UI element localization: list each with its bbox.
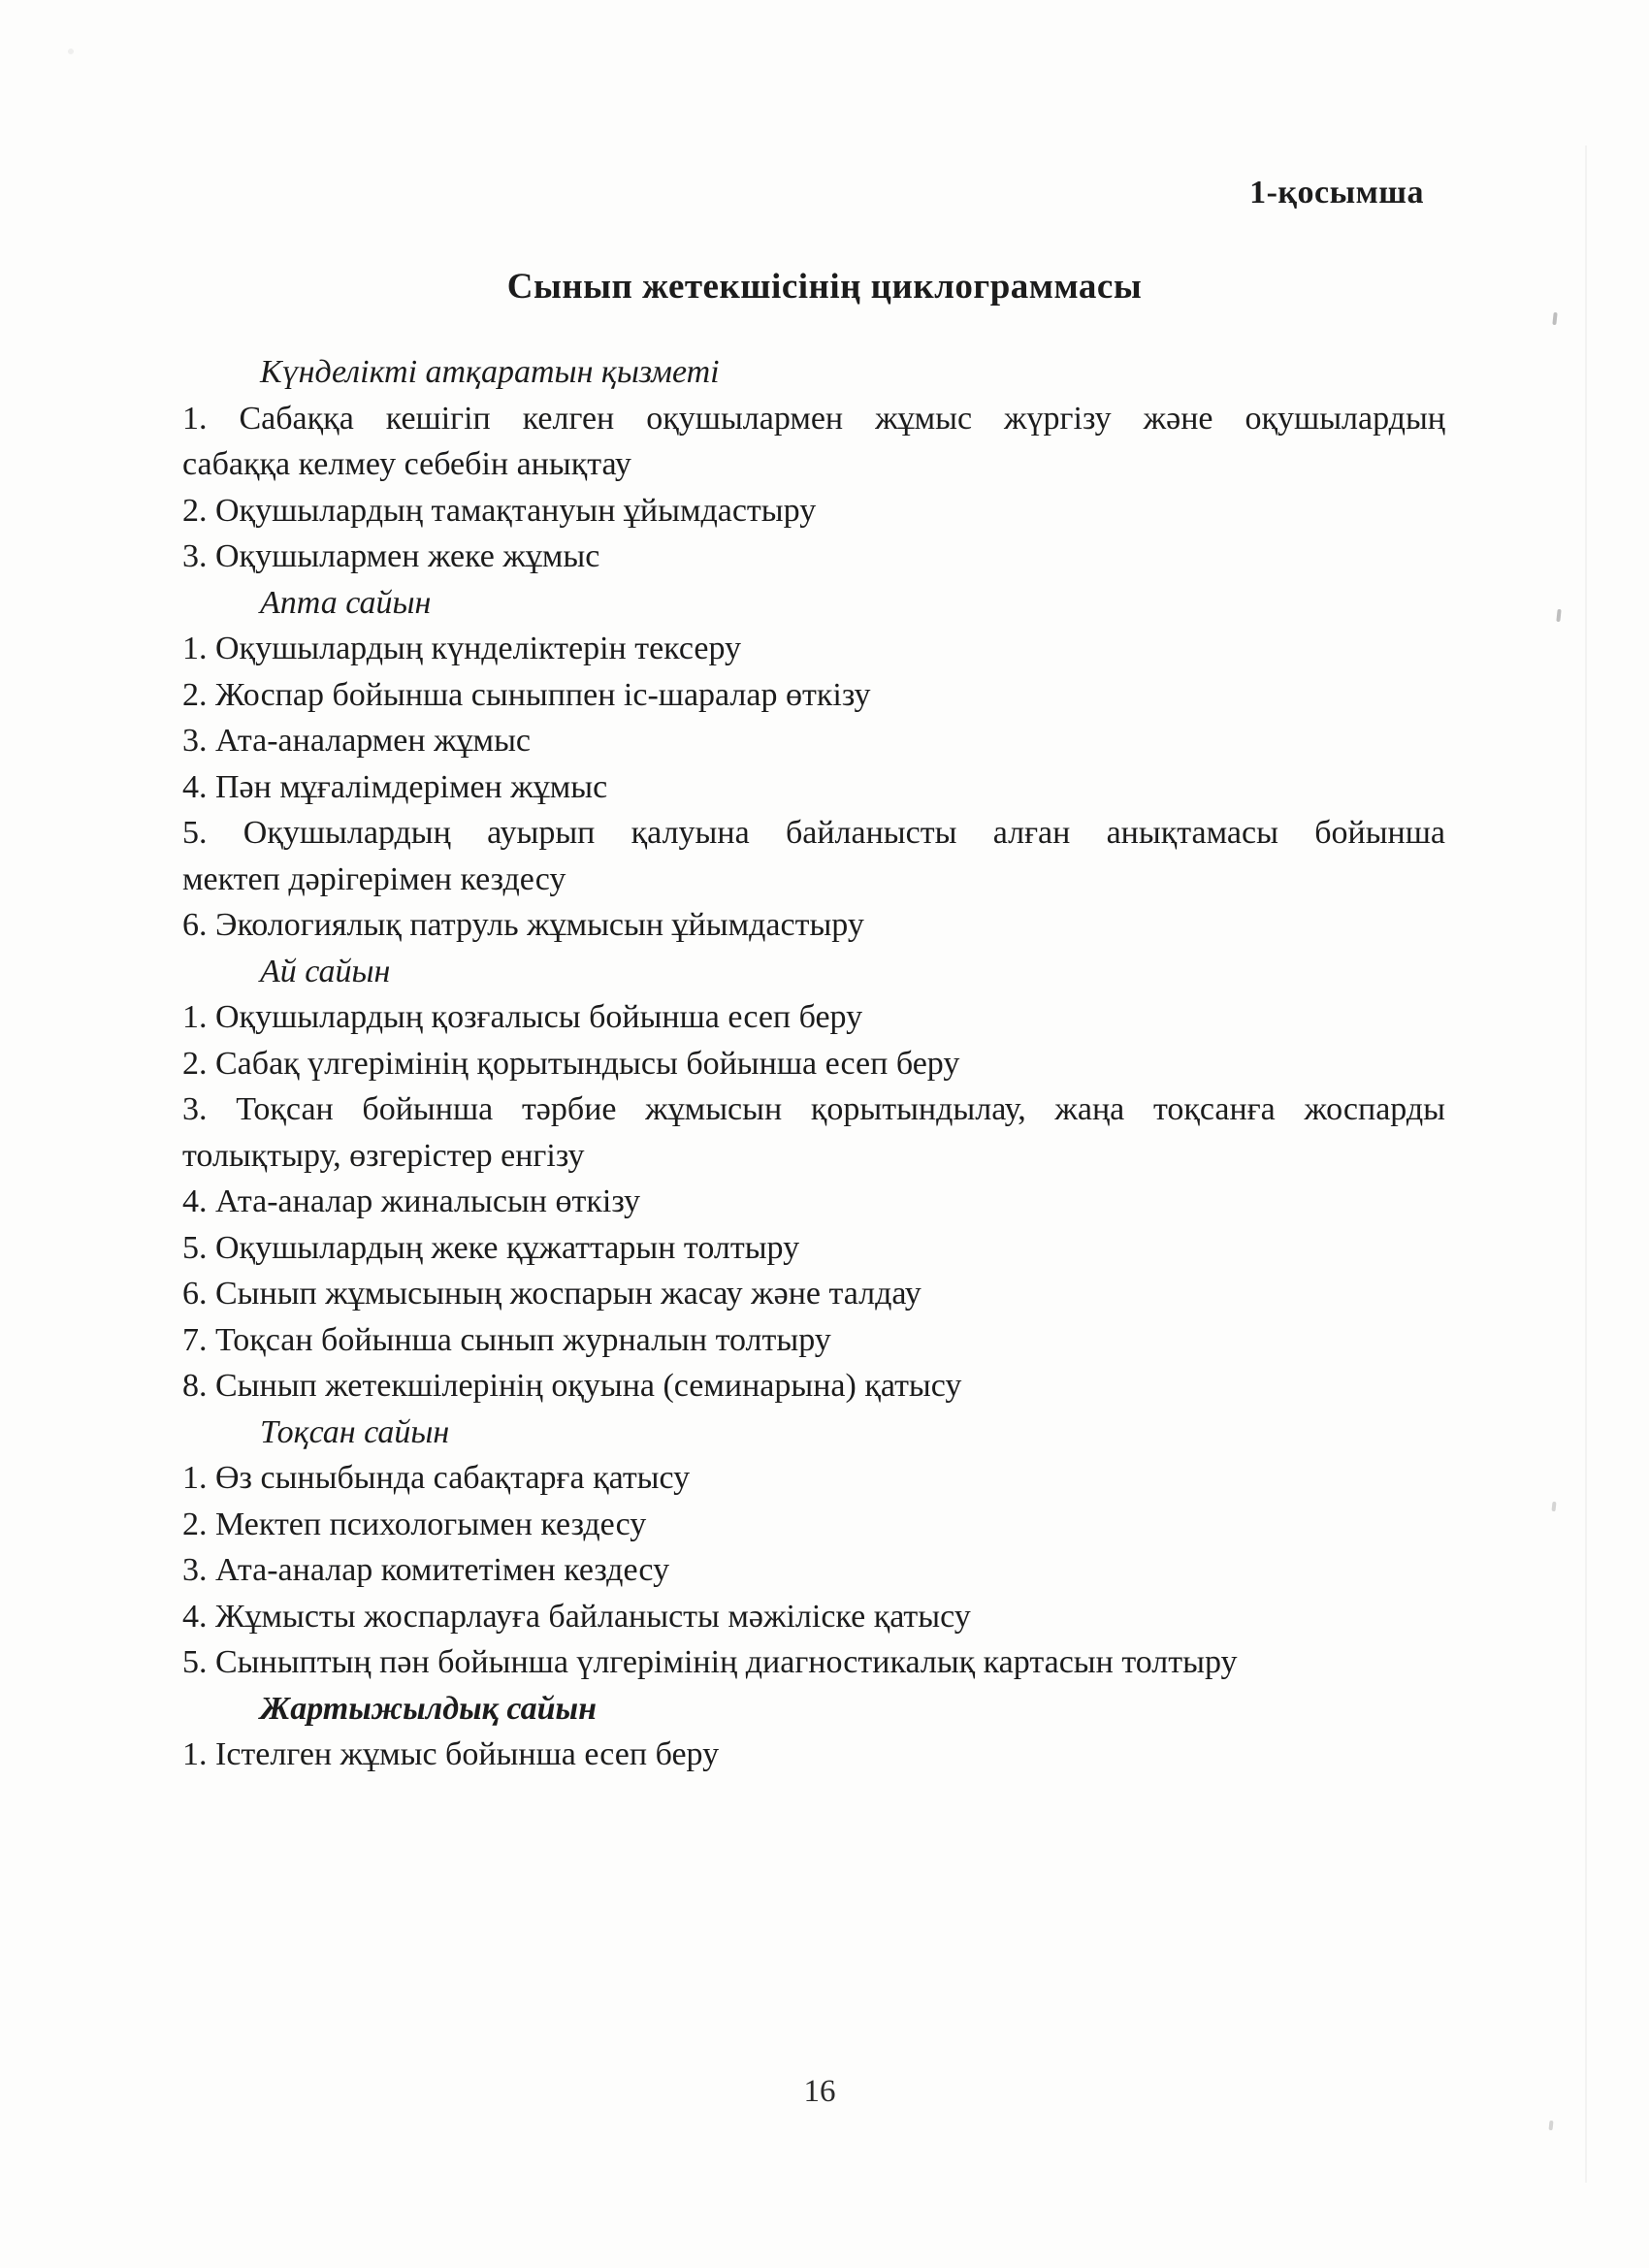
page-title: Сынып жетекшісінің циклограммасы xyxy=(506,267,1143,307)
list-item-line: 2. Оқушылардың тамақтануын ұйымдастыру xyxy=(182,492,817,529)
section-heading: Ай сайын xyxy=(260,953,391,989)
list-item-line: 6. Экологиялық патруль жұмысын ұйымдастыру xyxy=(182,907,864,943)
scan-artifact xyxy=(1552,312,1557,325)
list-item-line: 5. Оқушылардың ауырып қалуына байланысты алған анықтамасы бойынша xyxy=(182,815,1445,851)
section-heading: Тоқсан сайын xyxy=(260,1413,450,1450)
list-item-line: 3. Оқушылармен жеке жұмыс xyxy=(182,538,600,574)
list-item-line: 4. Жұмысты жоспарлауға байланысты мәжіліске қатысу xyxy=(182,1598,971,1635)
document-body xyxy=(182,349,1445,1778)
scan-artifact xyxy=(1556,609,1561,622)
list-item-line: 3. Ата-аналармен жұмыс xyxy=(182,723,532,759)
list-item-line: 8. Сынып жетекшілерінің оқуына (семинарына) қатысу xyxy=(182,1368,962,1404)
list-item-line: 5. Сыныптың пән бойынша үлгерімінің диагностикалық картасын толтыру xyxy=(182,1644,1238,1680)
list-item-line: 6. Сынып жұмысының жоспарын жасау және талдау xyxy=(182,1276,922,1312)
list-item-line: 3. Тоқсан бойынша тәрбие жұмысын қорытындылау, жаңа тоқсанға жоспарды xyxy=(182,1091,1445,1127)
list-item-line: 1. Істелген жұмыс бойынша есеп беру xyxy=(182,1736,720,1772)
list-item-line: 4. Пән мұғалімдерімен жұмыс xyxy=(182,768,608,805)
scan-artifact xyxy=(1548,2121,1553,2130)
section-heading: Жартыжылдық сайын xyxy=(260,1690,597,1727)
list-item-line: 7. Тоқсан бойынша сынып журналын толтыру xyxy=(182,1321,831,1358)
list-item-line: 3. Ата-аналар комитетімен кездесу xyxy=(182,1552,670,1588)
list-item-line: 1. Оқушылардың қозғалысы бойынша есеп беру xyxy=(182,999,863,1035)
list-item-line: толықтыру, өзгерістер енгізу xyxy=(182,1137,585,1174)
scan-artifact xyxy=(68,49,74,54)
list-item-line: 2. Жоспар бойынша сыныппен іс-шаралар өткізу xyxy=(182,676,871,713)
list-item-line: сабаққа келмеу себебін анықтау xyxy=(182,446,631,482)
list-item-line: 2. Мектеп психологымен кездесу xyxy=(182,1506,647,1542)
list-item-line: 1. Сабаққа кешігіп келген оқушылармен жұмыс жүргізу және оқушылардың xyxy=(182,400,1445,437)
list-item-line: 5. Оқушылардың жеке құжаттарын толтыру xyxy=(182,1229,800,1266)
section-heading: Апта сайын xyxy=(260,584,432,621)
list-item-line: 1. Өз сыныбында сабақтарға қатысу xyxy=(182,1460,691,1496)
section-heading: Күнделікті атқаратын қызметі xyxy=(260,354,720,390)
list-item-line: 4. Ата-аналар жиналысын өткізу xyxy=(182,1183,641,1219)
appendix-label: 1-қосымша xyxy=(1249,175,1424,211)
scan-edge-line xyxy=(1585,146,1587,2183)
scan-artifact xyxy=(1551,1502,1556,1511)
page-number: 16 xyxy=(803,2074,836,2109)
list-item-line: мектеп дәрігерімен кездесу xyxy=(182,860,566,897)
list-item-line: 1. Оқушылардың күнделіктерін тексеру xyxy=(182,631,741,666)
list-item-line: 2. Сабақ үлгерімінің қорытындысы бойынша есеп беру xyxy=(182,1045,960,1082)
